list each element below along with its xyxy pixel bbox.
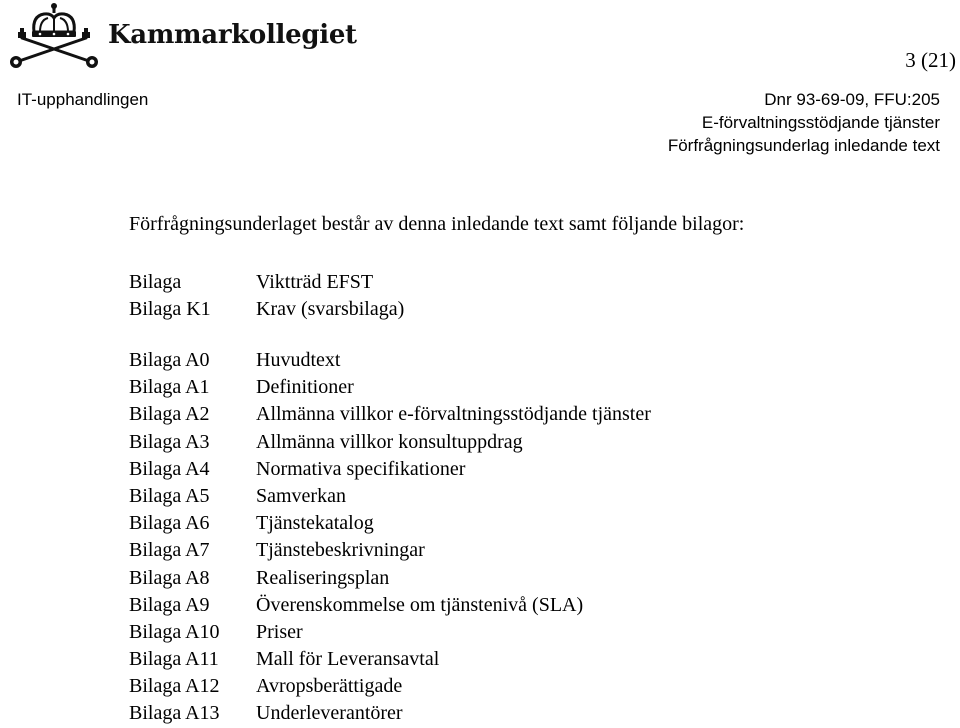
attachment-code: Bilaga A9: [129, 593, 210, 616]
attachment-code: Bilaga A0: [129, 349, 210, 371]
attachment-title: Viktträd EFST: [256, 271, 374, 293]
crown-keys-logo-icon: [4, 2, 104, 68]
attachment-code: Bilaga A1: [129, 376, 210, 399]
attachment-code: Bilaga A11: [129, 648, 219, 671]
brand-name: Kammarkollegiet: [108, 20, 357, 50]
attachment-code: Bilaga A12: [129, 675, 220, 698]
attachment-title: Priser: [256, 620, 303, 643]
attachment-title: Normativa specifikationer: [256, 457, 466, 480]
attachment-title: Allmänna villkor e-förvaltningsstödjande tjänster: [256, 403, 651, 426]
attachment-title: Realiseringsplan: [256, 566, 390, 589]
attachment-code: Bilaga A4: [129, 457, 210, 480]
attachment-title: Krav (svarsbilaga): [256, 298, 405, 321]
attachment-title: Avropsberättigade: [256, 675, 403, 698]
attachment-title: Tjänstebeskrivningar: [256, 539, 425, 562]
header-reference-number: Dnr 93-69-09, FFU:205: [764, 90, 940, 109]
attachment-title: Definitioner: [256, 376, 354, 399]
header-document-title: Förfrågningsunderlag inledande text: [667, 136, 940, 155]
attachment-title: Överenskommelse om tjänstenivå (SLA): [256, 593, 584, 616]
attachment-code: Bilaga A13: [129, 702, 220, 725]
page-number: 3 (21): [905, 48, 956, 72]
attachment-code: Bilaga A2: [129, 403, 210, 426]
attachment-code: Bilaga A3: [129, 430, 210, 453]
attachment-code: Bilaga A5: [129, 484, 210, 507]
attachment-code: Bilaga A6: [129, 512, 210, 535]
attachment-code: Bilaga A10: [129, 620, 220, 643]
attachment-title: Underleverantörer: [256, 702, 403, 725]
header-service-line: E-förvaltningsstödjande tjänster: [701, 113, 940, 132]
attachment-title: Tjänstekatalog: [256, 512, 374, 535]
attachment-title: Samverkan: [256, 484, 346, 507]
attachment-code: Bilaga A7: [129, 539, 210, 562]
attachment-title: Huvudtext: [256, 349, 341, 371]
attachment-title: Allmänna villkor konsultuppdrag: [256, 430, 523, 453]
attachment-code: Bilaga K1: [129, 298, 211, 321]
attachment-code: Bilaga A8: [129, 566, 210, 589]
header-project-title: IT-upphandlingen: [17, 90, 149, 109]
attachment-code: Bilaga: [129, 271, 182, 293]
intro-paragraph: Förfrågningsunderlaget består av denna inledande text samt följande bilagor:: [129, 213, 745, 235]
attachment-title: Mall för Leveransavtal: [256, 648, 440, 671]
